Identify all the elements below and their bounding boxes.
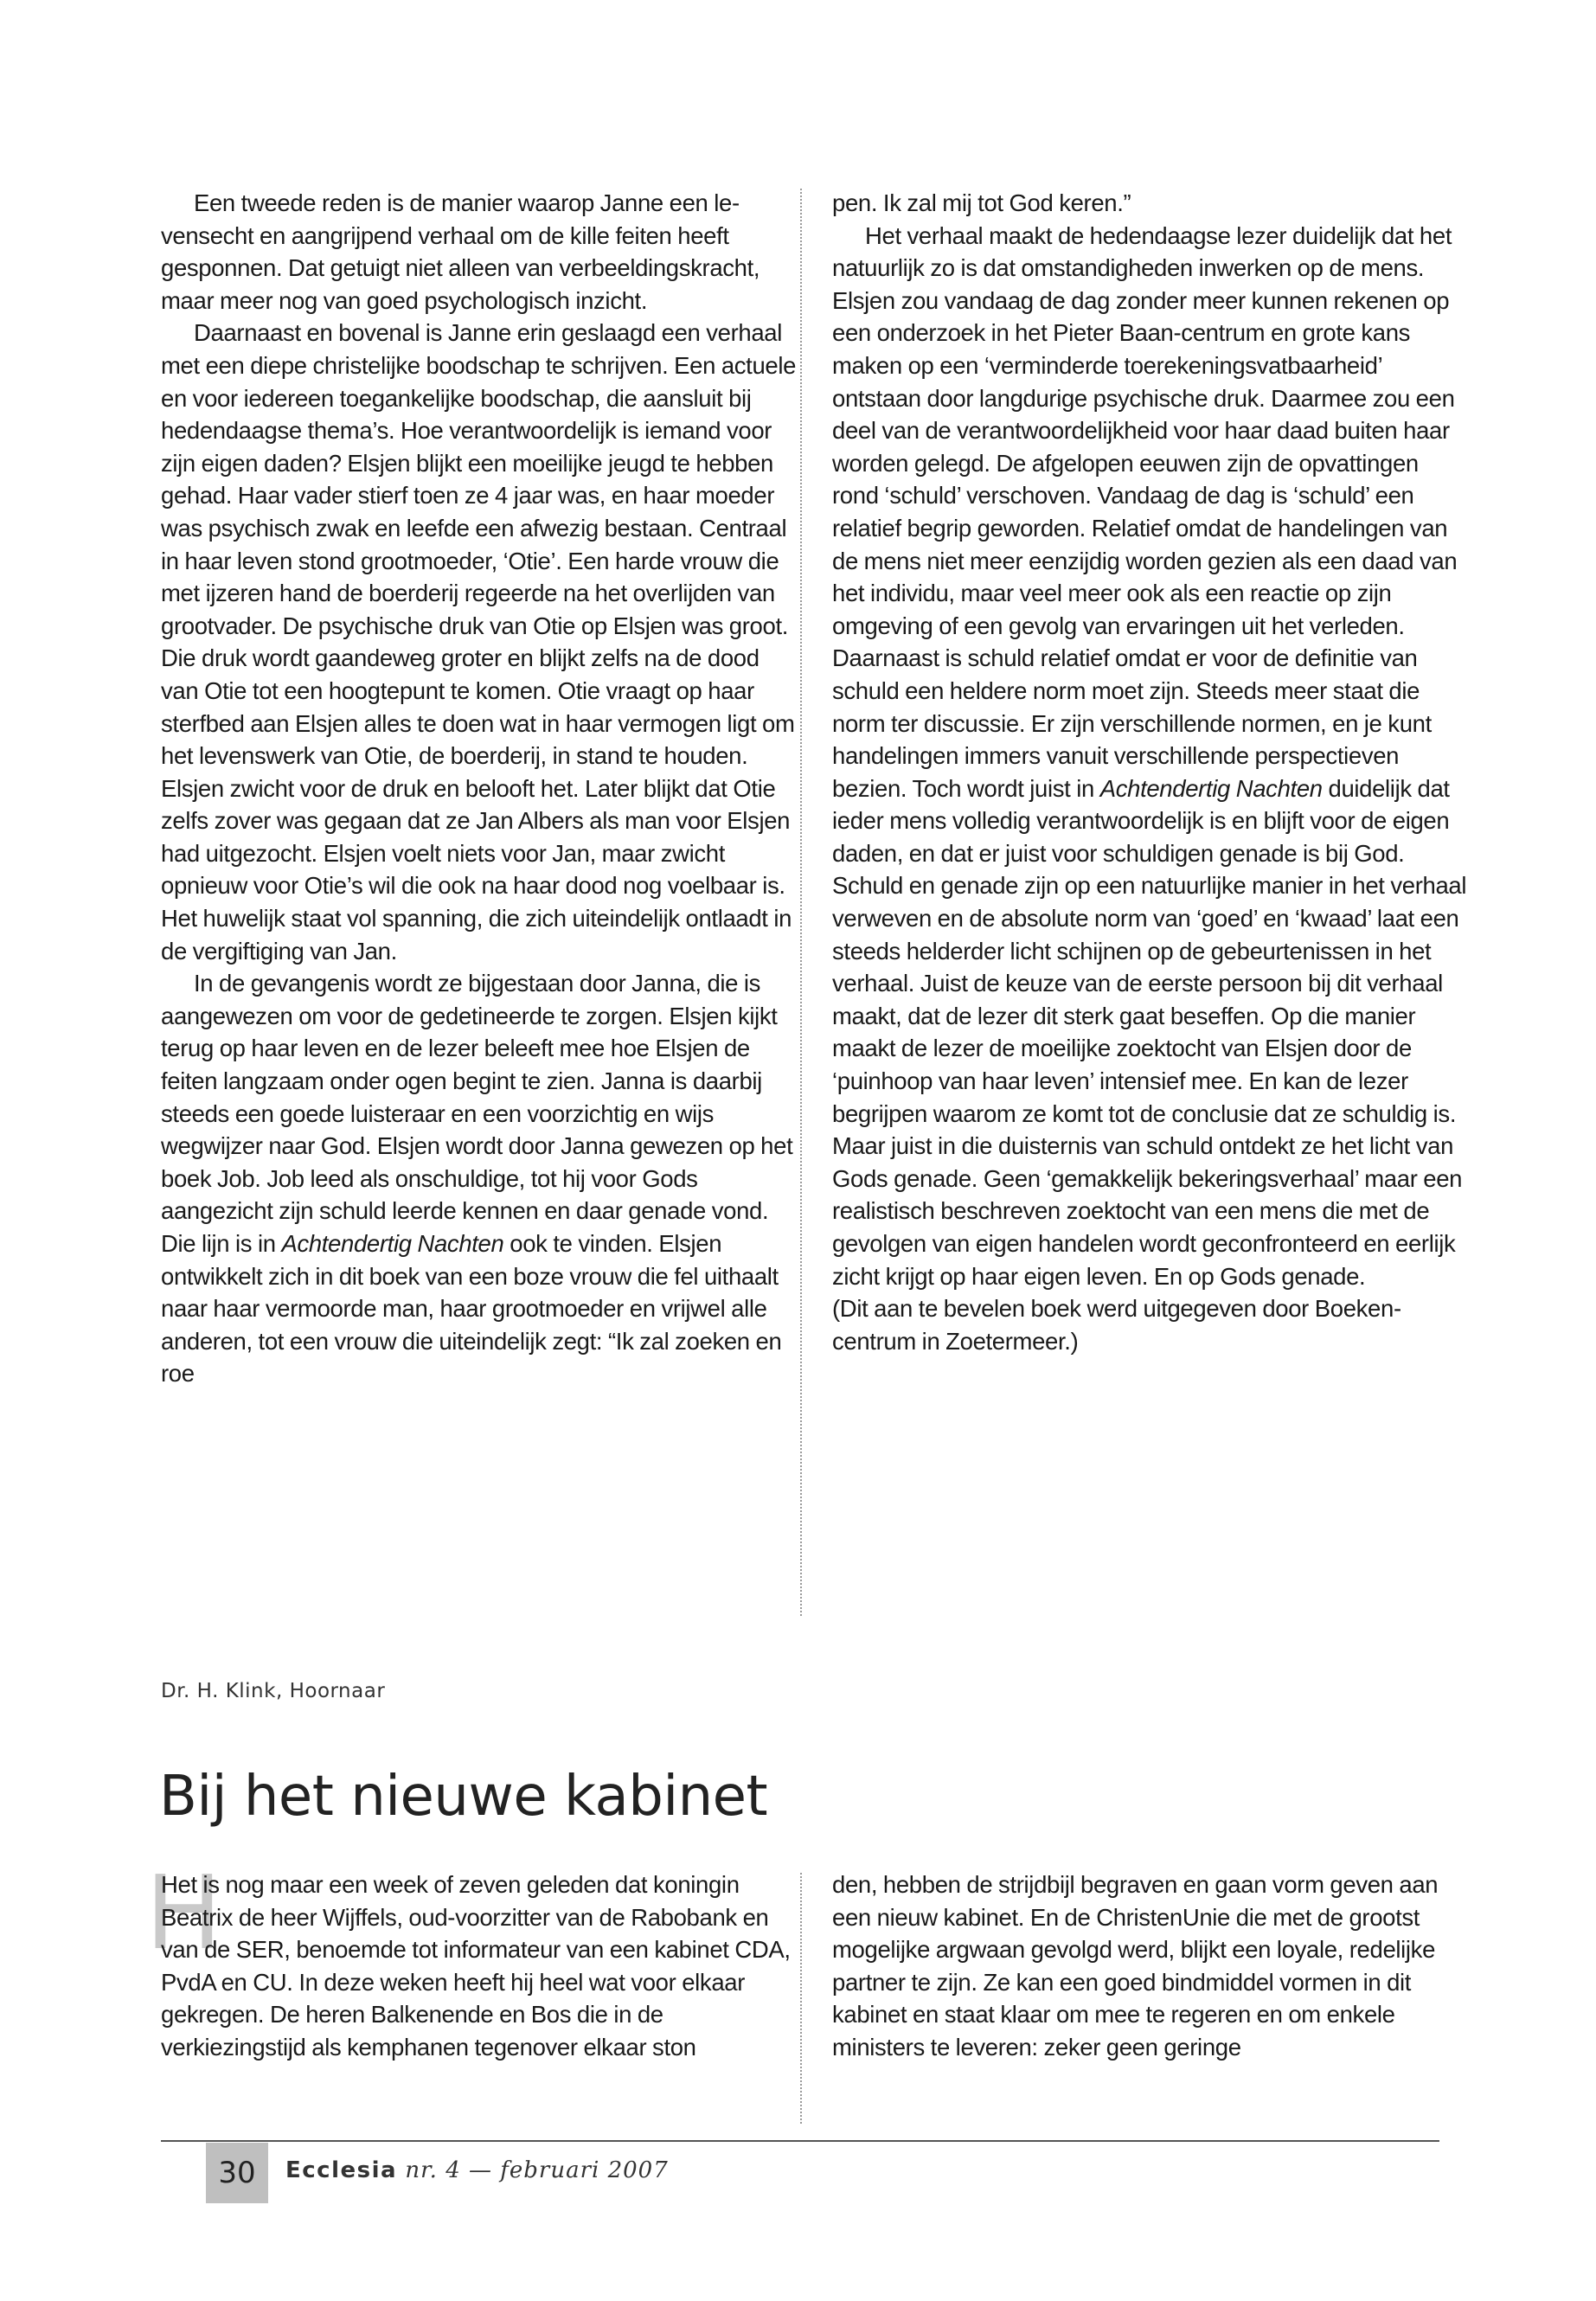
column-divider xyxy=(800,189,802,1616)
drop-cap: H xyxy=(145,1853,222,1972)
article-title: Bij het nieuwe kabinet xyxy=(159,1765,768,1829)
text-run: ook te vinden. Elsjen ontwikkelt zich in dit boek van een boze vrouw die fel uithaalt naar haar vermoorde man, haar grootmoeder en vrijwel alle anderen, tot een vrouw die uiteindelijk zegt: “Ik zal zoeken en roe xyxy=(161,1230,782,1388)
article1-left-column xyxy=(161,187,797,1390)
publication-name: Ecclesia xyxy=(285,2157,398,2183)
paragraph: Een tweede reden is de manier waarop Janne een levensecht en aangrijpend verhaal om de kille feiten heeft gesponnen. Dat getuigt niet alleen van verbeeldingskracht, maar meer nog van goed psychologisch inzicht. xyxy=(161,189,760,314)
article2-right-column xyxy=(832,1868,1468,2064)
column-divider xyxy=(800,1873,802,2124)
paragraph xyxy=(161,967,797,1390)
author-signature: Dr. H. Klink, Hoornaar xyxy=(161,1680,386,1702)
article2-left-column xyxy=(161,1868,797,2064)
issue-info: nr. 4 — februari 2007 xyxy=(397,2157,669,2183)
paragraph: Daarnaast en bovenal is Janne erin geslaagd een verhaal met een diepe christelijke boodschap te schrijven. Een actuele en voor iedereen toegankelijke boodschap, die aansluit bij hedendaagse thema’s. Hoe verantwoordelijk is iemand voor zijn eigen daden? Elsjen blijkt een moeilijke jeugd te hebben gehad. Haar vader stierf toen ze 4 jaar was, en haar moeder was psychisch zwak en leefde een afwezig bestaan. Centraal in haar leven stond grootmoeder, ‘Otie’. Een harde vrouw die met ijzeren hand de boerderij regeerde na het overlijden van grootvader. De psychische druk van Otie op Elsjen was groot. Die druk wordt gaandeweg groter en blijkt zelfs na de dood van Otie tot een hoogtepunt te komen. Otie vraagt op haar sterfbed aan Elsjen alles te doen wat in haar vermogen ligt om het levenswerk van Otie, de boerderij, in stand te houden. Elsjen zwicht voor de druk en belooft het. Later blijkt dat Otie zelfs zover was gegaan dat ze Jan Albers als man voor Elsjen had uitgezocht. Elsjen voelt niets voor Jan, maar zwicht opnieuw voor Otie’s wil die ook na haar dood nog voelbaar is. Het huwelijk staat vol spanning, die zich uiteindelijk ontlaadt in de vergiftiging van Jan. xyxy=(161,319,797,965)
paragraph: pen. Ik zal mij tot God keren.” xyxy=(832,189,1131,216)
text-run: duidelijk dat ieder mens volledig verantwoordelijk is en blijft voor de eigen daden, en dat er juist voor schuldigen genade is bij God. Schuld en genade zijn op een natuurlijke manier in het verhaal verweven en de absolute norm van ‘goed’ en ‘kwaad’ laat een steeds helderder licht schijnen op de gebeurtenissen in het verhaal. Juist de keuze van de eerste persoon bij dit verhaal maakt, dat de lezer dit sterk gaat beseffen. Op die manier maakt de lezer de moeilijke zoektocht van Elsjen door de ‘puinhoop van haar leven’ intensief mee. En kan de lezer begrijpen waarom ze komt tot de conclusie dat ze schuldig is. Maar juist in die duisternis van schuld ontdekt ze het licht van Gods genade. Geen ‘gemakkelijk bekeringsverhaal’ maar een realistisch beschreven zoektocht van een mens die met de gevolgen van eigen handelen wordt geconfronteerd en eerlijk zicht krijgt op haar eigen leven. En op Gods genade. xyxy=(832,774,1467,1290)
text-run: In de gevangenis wordt ze bijgestaan door Janna, die is aangewezen om voor de gedetineerde te zorgen. Elsjen kijkt terug op haar leven en de lezer beleeft mee hoe Elsjen de feiten langzaam onder ogen begint te zien. Janna is daarbij steeds een goede luisteraar en een voorzichtig en wijs wegwijzer naar God. Elsjen wordt door Janna gewezen op het boek Job. Job leed als onschuldige, tot hij voor Gods aangezicht zijn schuld leerde kennen en daar genade vond. Die lijn is in xyxy=(161,970,793,1257)
book-title: Achtendertig Nachten xyxy=(281,1230,504,1257)
paragraph xyxy=(832,220,1468,1293)
paragraph: den, hebben de strijdbijl begraven en gaan vorm geven aan een nieuw kabinet. En de ChristenUnie die met de grootst mogelijke argwaan gevolgd werd, blijkt een loyale, redelijke partner te zijn. Ze kan een goed bindmiddel vormen in dit kabinet en staat klaar om mee te regeren en om enkele ministers te leveren: zeker geen geringe xyxy=(832,1871,1439,2061)
paragraph: (Dit aan te bevelen boek werd uitgegeven door Boekencentrum in Zoetermeer.) xyxy=(832,1295,1402,1355)
text-run: Het verhaal maakt de hedendaagse lezer duidelijk dat het natuurlijk zo is dat omstandigheden inwerken op de mens. Elsjen zou vandaag de dag zonder meer kunnen rekenen op een onderzoek in het Pieter Baan-centrum en grote kans maken op een ‘verminderde toerekeningsvatbaarheid’ ontstaan door langdurige psychische druk. Daarmee zou een deel van de verantwoordelijkheid voor haar daad buiten haar worden gelegd. De afgelopen eeuwen zijn de opvattingen rond ‘schuld’ verschoven. Vandaag de dag is ‘schuld’ een relatief begrip geworden. Relatief omdat de handelingen van de mens niet meer eenzijdig worden gezien als een daad van het individu, maar veel meer ook als een reactie op zijn omgeving of een gevolg van ervaringen uit het verleden. Daarnaast is schuld relatief omdat er voor de definitie van schuld een heldere norm moet zijn. Steeds meer staat die norm ter discussie. Er zijn verschillende normen, en je kunt handelingen immers vanuit verschillende perspectieven bezien. Toch wordt juist in xyxy=(832,221,1458,802)
paragraph: Het is nog maar een week of zeven geleden dat koningin Beatrix de heer Wijffels, oud-voorzitter van de Rabobank en van de SER, benoemde tot informateur van een kabinet CDA, PvdA en CU. In deze weken heeft hij heel wat voor elkaar gekregen. De heren Balkenende en Bos die in de verkiezingstijd als kemphanen tegenover elkaar ston xyxy=(161,1871,791,2061)
article1-right-column xyxy=(832,187,1468,1357)
page-number: 30 xyxy=(206,2143,268,2203)
book-title: Achtendertig Nachten xyxy=(1099,774,1323,802)
footer-publication xyxy=(285,2157,669,2183)
footer-rule xyxy=(161,2140,1439,2142)
